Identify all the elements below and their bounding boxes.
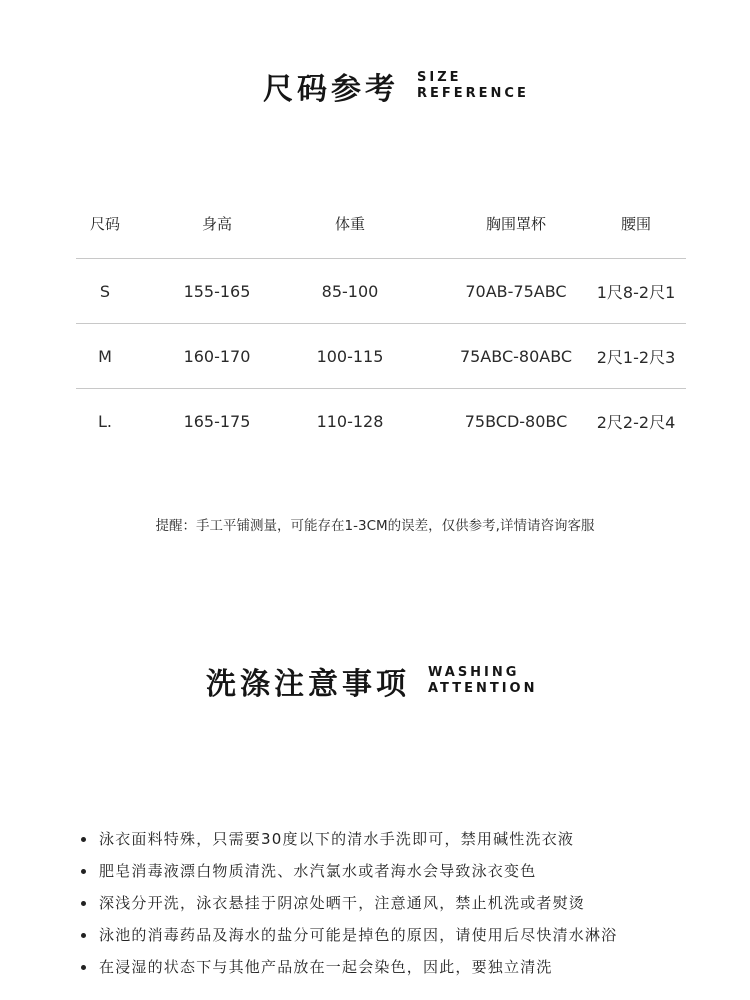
washing-instructions-list	[80, 827, 617, 987]
list-item-text: 在浸湿的状态下与其他产品放在一起会染色，因此，要独立清洗	[99, 958, 553, 976]
bullet-icon	[81, 901, 86, 906]
header-bust-cup: 胸围罩杯	[485, 214, 546, 233]
list-item-text: 深浅分开洗，泳衣悬挂于阴凉处晒干，注意通风，禁止机洗或者熨烫	[99, 894, 586, 912]
cell-weight: 85-100	[321, 281, 379, 301]
list-item	[80, 891, 617, 923]
size-reference-title-en-line1: SIZE	[417, 70, 462, 85]
size-table	[76, 200, 686, 453]
table-row-l	[76, 389, 686, 453]
cell-height: 155-165	[183, 281, 251, 301]
cell-bust-cup: 75BCD-80BC	[464, 411, 568, 431]
cell-bust-cup: 70AB-75ABC	[465, 281, 567, 301]
cell-weight: 100-115	[316, 346, 384, 366]
list-item-text: 泳池的消毒药品及海水的盐分可能是掉色的原因，请使用后尽快清水淋浴	[99, 926, 618, 944]
cell-weight: 110-128	[316, 411, 384, 431]
cell-size: S	[99, 281, 111, 301]
measurement-note: 提醒：手工平铺测量，可能存在1-3CM的误差，仅供参考,详情请咨询客服	[155, 518, 595, 534]
cell-waist: 1尺8-2尺1	[596, 282, 676, 302]
list-item	[80, 859, 617, 891]
header-height: 身高	[201, 214, 232, 233]
bullet-icon	[81, 837, 86, 842]
bullet-icon	[81, 869, 86, 874]
size-table-header	[76, 200, 686, 259]
cell-height: 160-170	[183, 346, 251, 366]
bullet-icon	[81, 933, 86, 938]
size-reference-title-cn: 尺码参考	[263, 72, 399, 107]
cell-size: L.	[98, 411, 112, 431]
cell-size: M	[98, 346, 112, 366]
bullet-icon	[81, 965, 86, 970]
cell-bust-cup: 75ABC-80ABC	[459, 346, 573, 366]
list-item	[80, 827, 617, 859]
washing-attention-title-en-line1: WASHING	[428, 665, 520, 680]
cell-waist: 2尺1-2尺3	[596, 347, 676, 367]
table-row-m	[76, 324, 686, 389]
cell-waist: 2尺2-2尺4	[596, 412, 676, 432]
list-item-text: 泳衣面料特殊，只需要30度以下的清水手洗即可，禁用碱性洗衣液	[99, 830, 575, 848]
cell-height: 165-175	[183, 411, 251, 431]
washing-attention-title-cn: 洗涤注意事项	[206, 667, 410, 702]
size-reference-title-en-line2: REFERENCE	[417, 86, 529, 101]
size-reference-heading	[263, 64, 529, 108]
header-weight: 体重	[334, 214, 365, 233]
header-size: 尺码	[89, 214, 120, 233]
washing-attention-title-en-line2: ATTENTION	[428, 681, 538, 696]
list-item	[80, 955, 617, 987]
list-item-text: 肥皂消毒液漂白物质清洗、水汽氯水或者海水会导致泳衣变色	[99, 862, 537, 880]
washing-attention-heading	[206, 659, 537, 703]
size-reference-title-en	[417, 70, 529, 102]
washing-attention-title-en	[428, 665, 537, 697]
table-row-s	[76, 259, 686, 324]
header-waist: 腰围	[620, 214, 651, 233]
list-item	[80, 923, 617, 955]
